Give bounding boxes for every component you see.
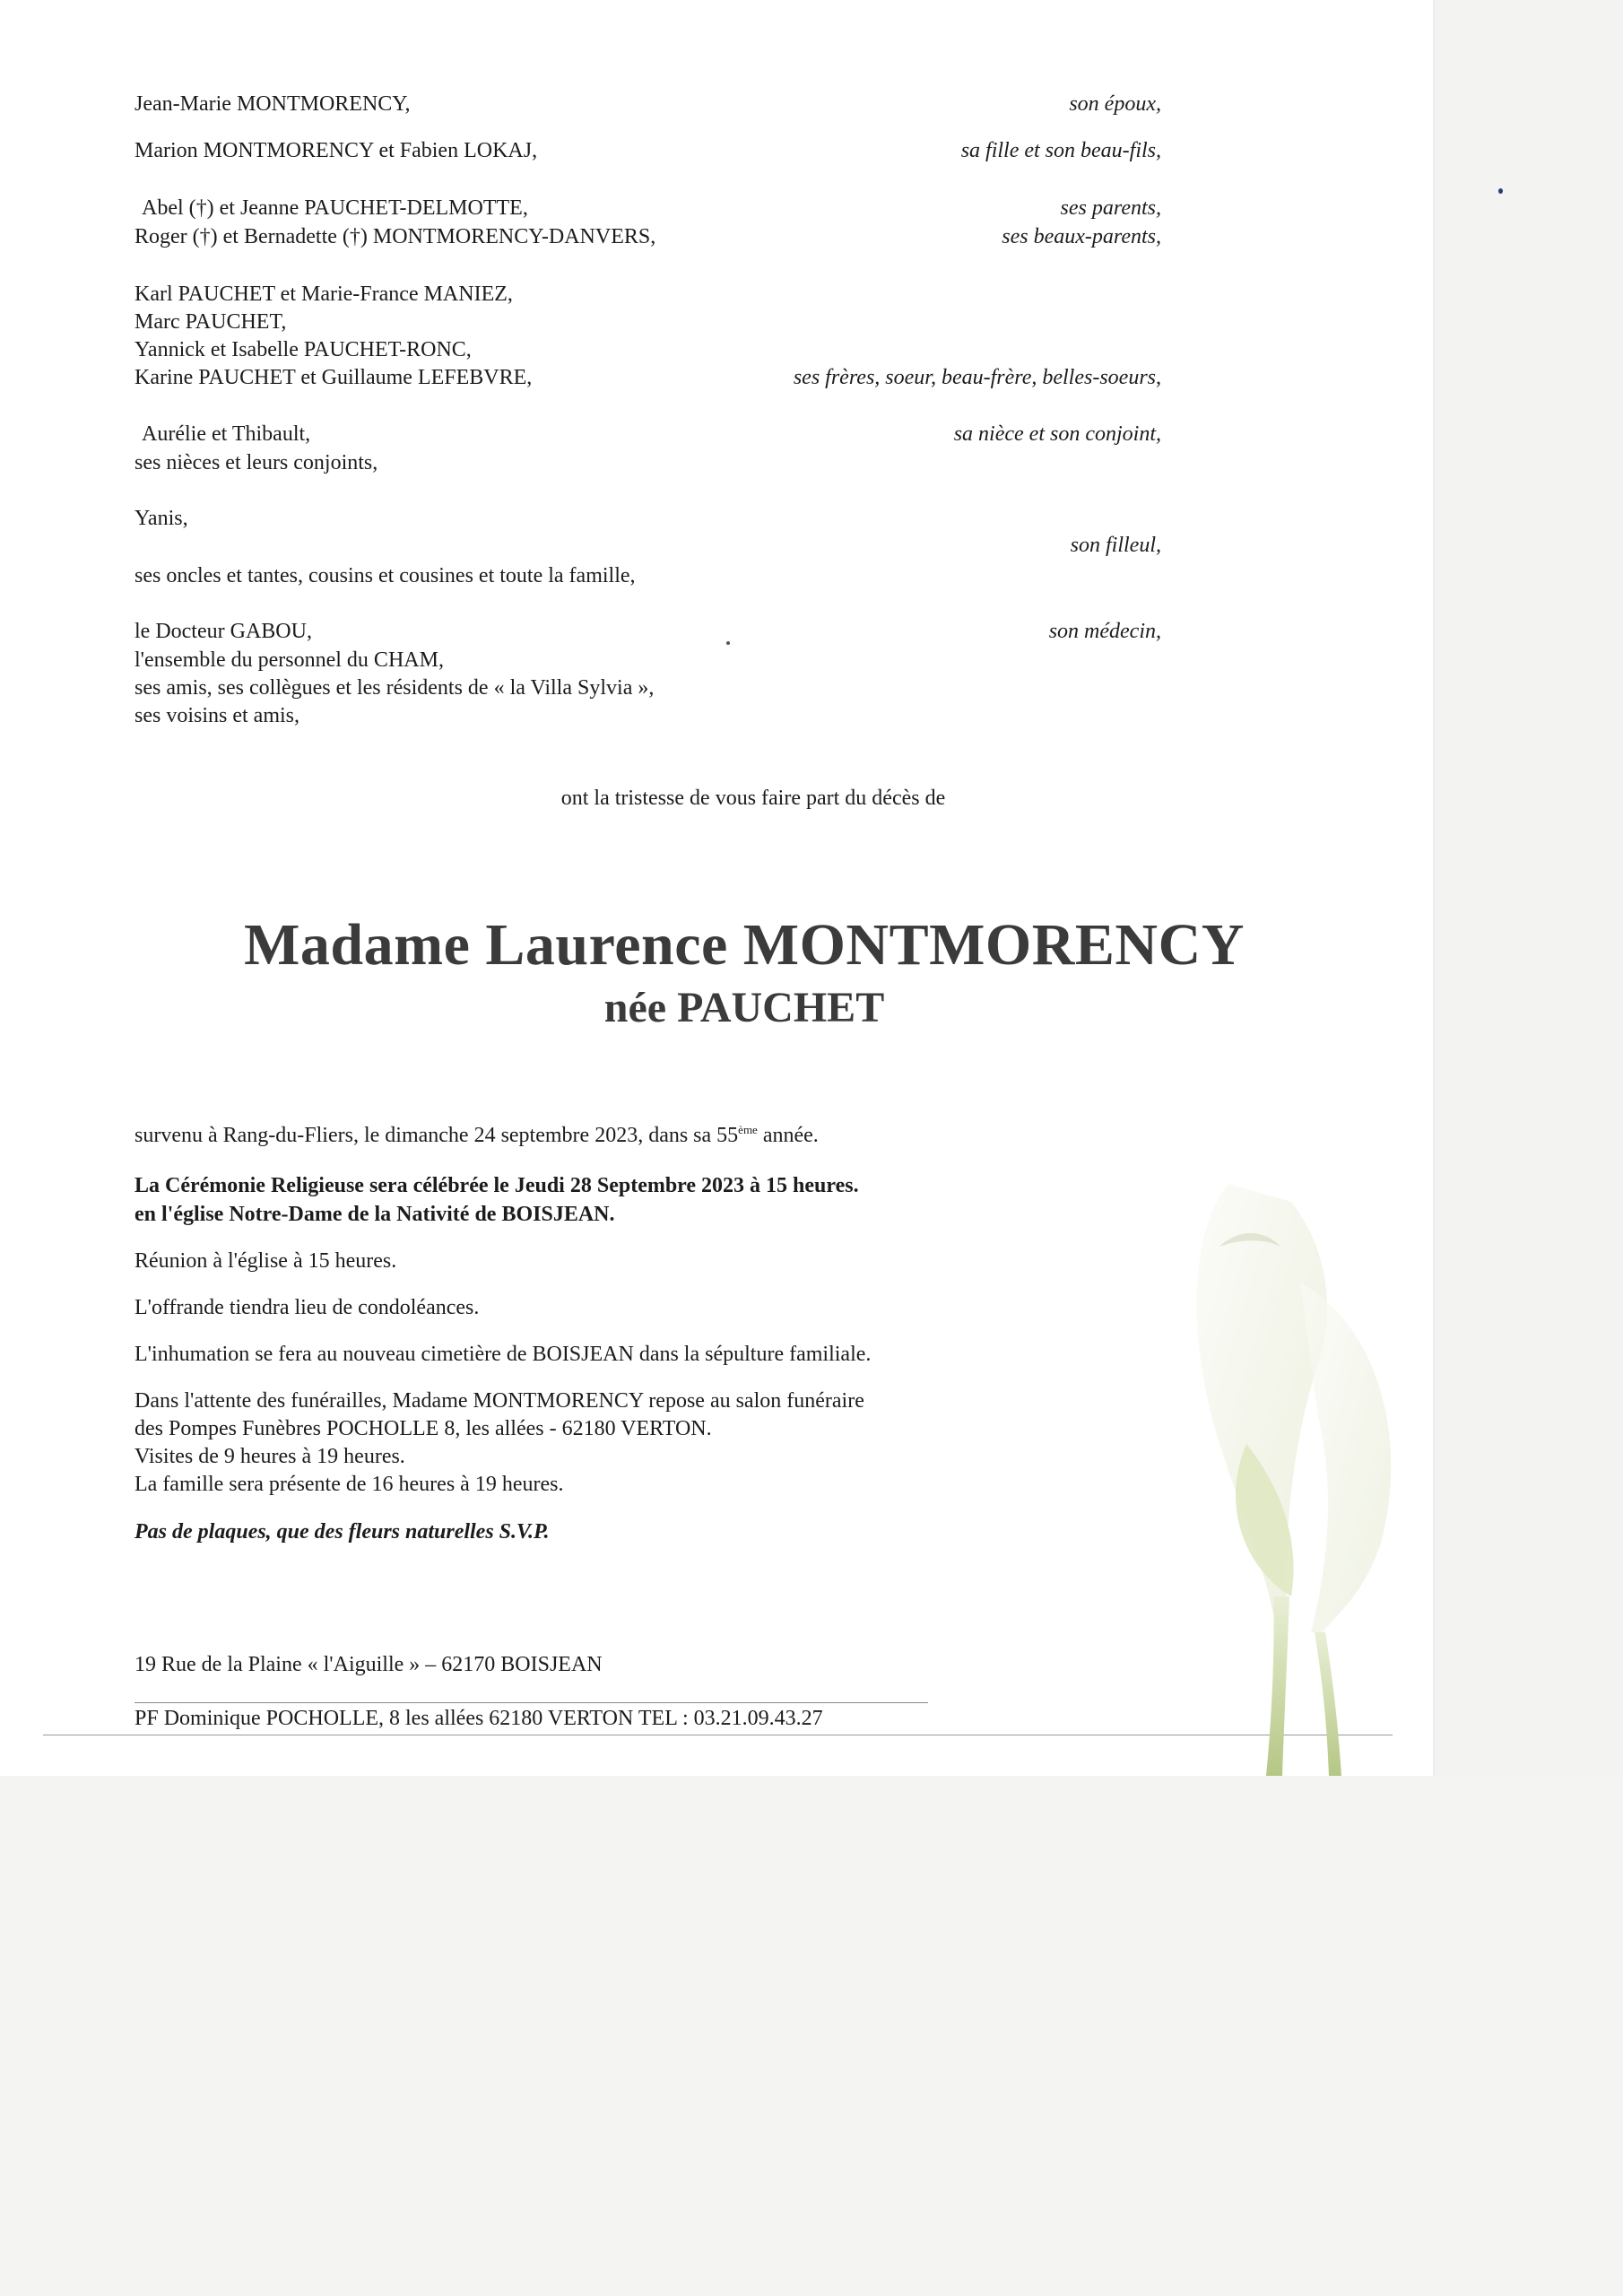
family-line: Abel (†) et Jeanne PAUCHET-DELMOTTE, — [142, 196, 528, 220]
family-hours: La famille sera présente de 16 heures à 19 heures. — [135, 1473, 564, 1496]
family-line: Roger (†) et Bernadette (†) MONTMORENCY-DANVERS, — [135, 225, 656, 248]
family-line: Karine PAUCHET et Guillaume LEFEBVRE, — [135, 366, 533, 389]
death-notice-text: survenu à Rang-du-Fliers, le dimanche 24 septembre 2023, dans sa 55 — [135, 1124, 739, 1147]
ceremony-line: La Cérémonie Religieuse sera célébrée le Jeudi 28 Septembre 2023 à 15 heures. — [135, 1174, 859, 1197]
visit-hours: Visites de 9 heures à 19 heures. — [135, 1445, 405, 1468]
relation-label: sa nièce et son conjoint, — [953, 422, 1161, 446]
relation-label: ses frères, soeur, beau-frère, belles-soeurs, — [793, 366, 1161, 389]
relation-label: sa fille et son beau-fils, — [960, 139, 1161, 162]
family-line: Yannick et Isabelle PAUCHET-RONC, — [135, 338, 472, 361]
scan-speck — [726, 641, 730, 645]
scan-edge — [1433, 0, 1435, 1776]
relation-label: ses parents, — [1060, 196, 1161, 220]
flowers-note: Pas de plaques, que des fleurs naturelles S.V.P. — [135, 1520, 550, 1544]
ceremony-location: en l'église Notre-Dame de la Nativité de BOISJEAN. — [135, 1203, 615, 1226]
offering-info: L'offrande tiendra lieu de condoléances. — [135, 1296, 480, 1319]
home-address: 19 Rue de la Plaine « l'Aiguille » – 62170 BOISJEAN — [135, 1653, 603, 1676]
rest-info-address: des Pompes Funèbres POCHOLLE 8, les allées - 62180 VERTON. — [135, 1417, 712, 1440]
death-notice-end: année. — [757, 1124, 819, 1147]
relation-label: son médecin, — [1048, 620, 1161, 643]
family-line: Yanis, — [135, 507, 188, 530]
calla-lily-illustration — [1112, 1148, 1417, 1776]
family-line: ses voisins et amis, — [135, 704, 299, 727]
scanner-background — [0, 1776, 1623, 2296]
relation-label: ses beaux-parents, — [1002, 225, 1161, 248]
scan-speck — [1498, 188, 1503, 194]
family-line: l'ensemble du personnel du CHAM, — [135, 648, 444, 672]
maiden-name: née PAUCHET — [603, 984, 885, 1031]
family-line: Marion MONTMORENCY et Fabien LOKAJ, — [135, 139, 538, 162]
family-line: ses nièces et leurs conjoints, — [135, 451, 378, 474]
relation-label: son époux, — [1069, 92, 1161, 116]
family-line: ses oncles et tantes, cousins et cousines et toute la famille, — [135, 564, 636, 587]
meeting-info: Réunion à l'église à 15 heures. — [135, 1249, 397, 1273]
rest-info: Dans l'attente des funérailles, Madame MONTMORENCY repose au salon funéraire — [135, 1389, 864, 1413]
burial-info: L'inhumation se fera au nouveau cimetière de BOISJEAN dans la sépulture familiale. — [135, 1343, 872, 1366]
family-line: Jean-Marie MONTMORENCY, — [135, 92, 411, 116]
deceased-name: Madame Laurence MONTMORENCY — [244, 912, 1245, 978]
announcement-intro: ont la tristesse de vous faire part du décès de — [560, 787, 946, 810]
family-line: le Docteur GABOU, — [135, 620, 312, 643]
death-notice — [135, 1121, 819, 1150]
ordinal-suffix: ème — [738, 1123, 758, 1136]
family-line: Marc PAUCHET, — [135, 310, 287, 334]
relation-label: son filleul, — [1070, 534, 1161, 557]
footer-divider — [135, 1702, 928, 1703]
funeral-home-contact: PF Dominique POCHOLLE, 8 les allées 62180 VERTON TEL : 03.21.09.43.27 — [135, 1707, 823, 1730]
family-line: Karl PAUCHET et Marie-France MANIEZ, — [135, 283, 513, 306]
family-line: ses amis, ses collègues et les résidents de « la Villa Sylvia », — [135, 676, 655, 700]
family-line: Aurélie et Thibault, — [142, 422, 311, 446]
